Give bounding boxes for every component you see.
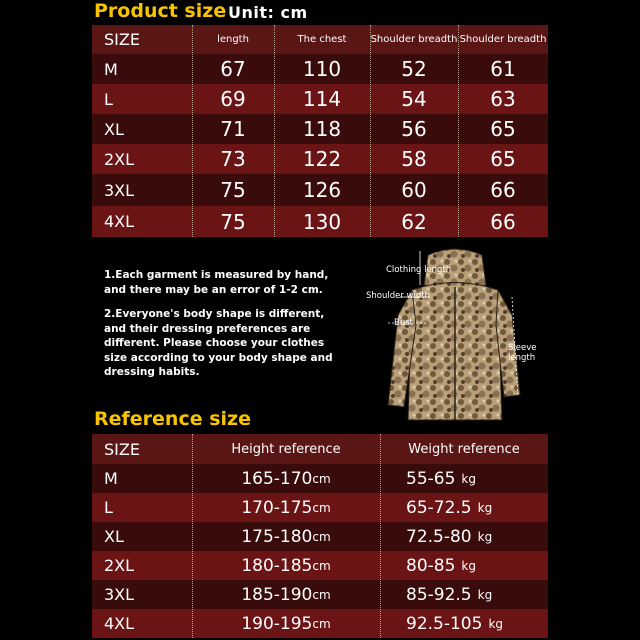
table-row (92, 464, 548, 493)
height-value: 185-190 (241, 584, 313, 605)
height-unit: cm (312, 616, 331, 631)
height-value: 165-170 (241, 468, 313, 489)
height-cell (192, 580, 380, 609)
ref-header-size: SIZE (104, 439, 140, 459)
table-row (92, 174, 548, 206)
chest-cell: 126 (302, 178, 342, 202)
length-cell: 75 (220, 209, 246, 234)
table-row (92, 84, 548, 114)
height-value: 170-175 (241, 497, 313, 518)
label-clothing-length: Clothing length (386, 265, 452, 275)
weight-value: 65-72.5 (406, 497, 472, 518)
header-shoulder-1: Shoulder breadth (370, 34, 458, 45)
weight-unit: kg (477, 587, 493, 602)
note-2: 2.Everyone's body shape is different, and their dressing preferences are different. Please choose your clothes size according to your body shape and dressing habits. (104, 308, 333, 378)
column-divider (370, 25, 371, 237)
product-size-title: Product size (94, 0, 227, 22)
height-cell (192, 464, 380, 493)
weight-value: 55-65 (406, 468, 456, 489)
chest-cell: 110 (302, 57, 342, 81)
column-divider (458, 25, 459, 237)
unit-label (228, 3, 308, 22)
chest-cell: 122 (302, 147, 342, 171)
weight-value: 72.5-80 (406, 526, 472, 547)
column-divider (192, 25, 193, 237)
shoulder2-cell: 66 (490, 209, 516, 234)
length-cell: 67 (220, 57, 246, 81)
length-cell: 75 (220, 178, 246, 202)
shoulder1-cell: 52 (401, 57, 427, 81)
size-cell: L (104, 498, 113, 517)
weight-cell (380, 580, 548, 609)
chest-cell: 118 (302, 117, 342, 141)
weight-unit: kg (461, 558, 476, 573)
table-row (92, 54, 548, 84)
shoulder2-cell: 65 (490, 117, 516, 141)
table-row (92, 144, 548, 174)
unit-value: cm (280, 3, 308, 22)
table-row (92, 580, 548, 609)
shoulder2-cell: 66 (490, 178, 516, 202)
jacket-diagram (360, 245, 550, 425)
shoulder2-cell: 65 (490, 147, 516, 171)
height-unit: cm (312, 500, 331, 515)
weight-value: 80-85 (406, 555, 456, 576)
column-divider (192, 434, 193, 638)
size-cell: XL (104, 527, 124, 546)
table-row (92, 114, 548, 144)
table-row (92, 522, 548, 551)
table-row (92, 493, 548, 522)
height-cell (192, 522, 380, 551)
chest-cell: 130 (302, 209, 342, 234)
ref-header-height: Height reference (231, 441, 341, 457)
chest-cell: 114 (302, 87, 342, 111)
height-cell (192, 493, 380, 522)
shoulder1-cell: 56 (401, 117, 427, 141)
product-table-header (92, 25, 548, 54)
height-value: 175-180 (241, 526, 313, 547)
header-shoulder-2: Shoulder breadth (459, 34, 547, 45)
shoulder1-cell: 54 (401, 87, 427, 111)
size-cell: L (104, 89, 113, 109)
reference-size-title: Reference size (94, 408, 251, 430)
ref-header-weight: Weight reference (408, 441, 520, 457)
weight-cell (380, 493, 548, 522)
shoulder1-cell: 58 (401, 147, 427, 171)
weight-unit: kg (461, 471, 476, 486)
size-cell: 2XL (104, 149, 135, 169)
weight-unit: kg (477, 500, 493, 515)
header-size: SIZE (104, 30, 140, 49)
height-unit: cm (312, 587, 331, 602)
shoulder2-cell: 61 (490, 57, 516, 81)
weight-unit: kg (488, 616, 504, 631)
header-length: length (217, 34, 249, 45)
shoulder1-cell: 60 (401, 178, 427, 202)
weight-cell (380, 464, 548, 493)
length-cell: 73 (220, 147, 246, 171)
height-unit: cm (312, 471, 331, 486)
product-size-table (92, 25, 548, 237)
weight-value: 85-92.5 (406, 584, 472, 605)
height-value: 180-185 (241, 555, 313, 576)
reference-table-header (92, 434, 548, 464)
table-row (92, 206, 548, 237)
size-cell: 2XL (104, 556, 135, 575)
height-value: 190-195 (241, 613, 313, 634)
reference-size-table (92, 434, 548, 638)
shoulder2-cell: 63 (490, 87, 516, 111)
height-cell (192, 609, 380, 638)
weight-value: 92.5-105 (406, 613, 483, 634)
label-sleeve-length: Sleeve length (508, 343, 537, 363)
header-chest: The chest (297, 34, 347, 45)
size-cell: 3XL (104, 180, 135, 200)
size-cell: M (104, 59, 118, 79)
column-divider (274, 25, 275, 237)
shoulder1-cell: 62 (401, 209, 427, 234)
label-bust: Bust (394, 318, 413, 328)
weight-cell (380, 522, 548, 551)
length-cell: 69 (220, 87, 246, 111)
size-cell: M (104, 469, 118, 488)
label-shoulder-width: Shoulder width (366, 291, 430, 301)
size-cell: 4XL (104, 614, 135, 633)
height-unit: cm (312, 529, 331, 544)
unit-label-text: Unit: (228, 3, 275, 22)
size-cell: 4XL (104, 212, 135, 231)
size-cell: 3XL (104, 585, 135, 604)
table-row (92, 551, 548, 580)
weight-cell (380, 609, 548, 638)
table-row (92, 609, 548, 638)
measurement-notes (104, 268, 344, 390)
length-cell: 71 (220, 117, 246, 141)
height-unit: cm (312, 558, 331, 573)
weight-cell (380, 551, 548, 580)
size-cell: XL (104, 119, 124, 139)
height-cell (192, 551, 380, 580)
column-divider (380, 434, 381, 638)
note-1: 1.Each garment is measured by hand, and there may be an error of 1-2 cm. (104, 269, 329, 296)
weight-unit: kg (477, 529, 493, 544)
